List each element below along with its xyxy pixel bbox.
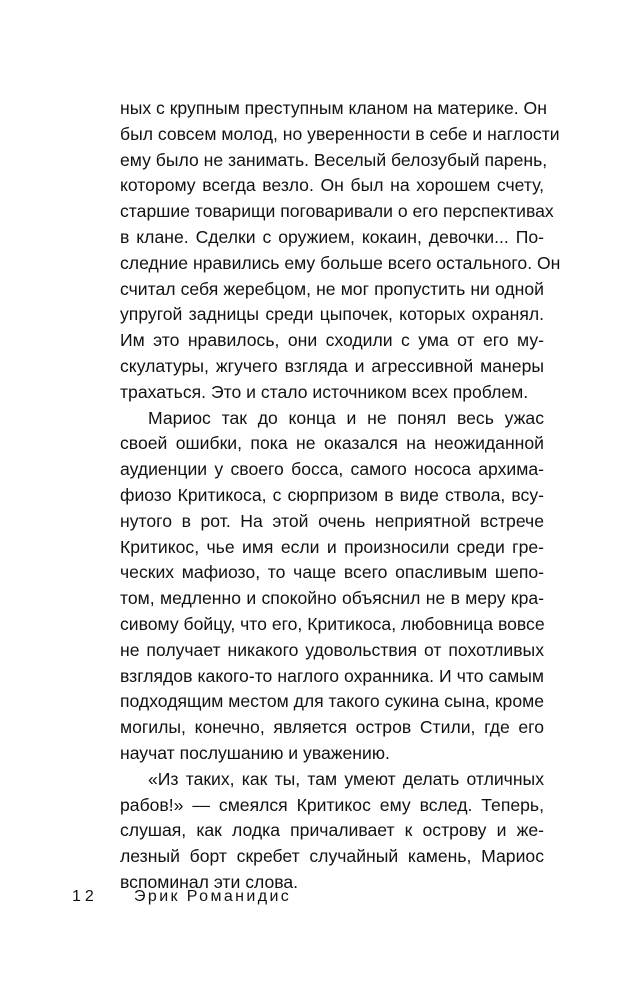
text-line: том, медленно и спокойно объяснил не в меру кра- xyxy=(120,588,544,609)
text-line: «Из таких, как ты, там умеют делать отличных xyxy=(148,768,544,789)
text-line: ему было не занимать. Веселый белозубый парень, xyxy=(120,149,548,170)
page-footer xyxy=(72,888,291,906)
text-line: Мариос так до конца и не понял весь ужас xyxy=(148,407,544,428)
text-line: не получает никакого удовольствия от похотливых xyxy=(120,639,544,660)
text-line: взглядов какого-то наглого охранника. И что самым xyxy=(120,665,544,686)
text-line: слушая, как лодка причаливает к острову и же- xyxy=(120,820,544,841)
text-line: ческих мафиозо, то чаще всего опасливым шепо- xyxy=(120,562,544,583)
text-line: Критикос, чье имя если и произносили среди гре- xyxy=(120,536,544,557)
text-line: скулатуры, жгучего взгляда и агрессивной манеры xyxy=(120,355,544,376)
text-line: Им это нравилось, они сходили с ума от его му- xyxy=(120,330,544,351)
running-author: Эрик Романидис xyxy=(134,888,292,905)
text-line: старшие товарищи поговаривали о его перспективах xyxy=(120,201,554,222)
text-line: могилы, конечно, является остров Стили, где его xyxy=(120,717,544,738)
text-line: сивому бойцу, что его, Критикоса, любовница вовсе xyxy=(120,613,545,634)
text-line: ных с крупным преступным кланом на материке. Он xyxy=(120,98,547,118)
text-line: лезный борт скребет случайный камень, Мариос xyxy=(120,846,544,867)
text-line: следние нравились ему больше всего остального. Он xyxy=(120,252,561,273)
text-line: научат послушанию и уважению. xyxy=(120,742,390,763)
page-number: 12 xyxy=(72,888,98,905)
text-line: трахаться. Это и стало источником всех проблем. xyxy=(120,381,529,402)
text-line: аудиенции у своего босса, самого нососа архима- xyxy=(120,459,544,480)
text-line: вспоминал эти слова. xyxy=(120,871,299,892)
body-text xyxy=(120,96,561,896)
text-line: в клане. Сделки с оружием, кокаин, девочки... По- xyxy=(120,226,544,247)
text-line: упругой задницы среди цыпочек, которых охранял. xyxy=(120,304,544,325)
text-line: своей ошибки, пока не оказался на неожиданной xyxy=(120,433,544,454)
text-line: считал себя жеребцом, не мог пропустить ни одной xyxy=(120,278,544,299)
text-line: нутого в рот. На этой очень неприятной встрече xyxy=(120,510,544,531)
text-line: подходящим местом для такого сукина сына, кроме xyxy=(120,691,544,712)
text-line: был совсем молод, но уверенности в себе и наглости xyxy=(120,123,560,144)
text-line: фиозо Критикоса, с сюрпризом в виде ствола, всу- xyxy=(120,484,544,505)
text-line: рабов!» — смеялся Критикос ему вслед. Теперь, xyxy=(120,794,544,815)
text-line: которому всегда везло. Он был на хорошем счету, xyxy=(120,175,544,196)
